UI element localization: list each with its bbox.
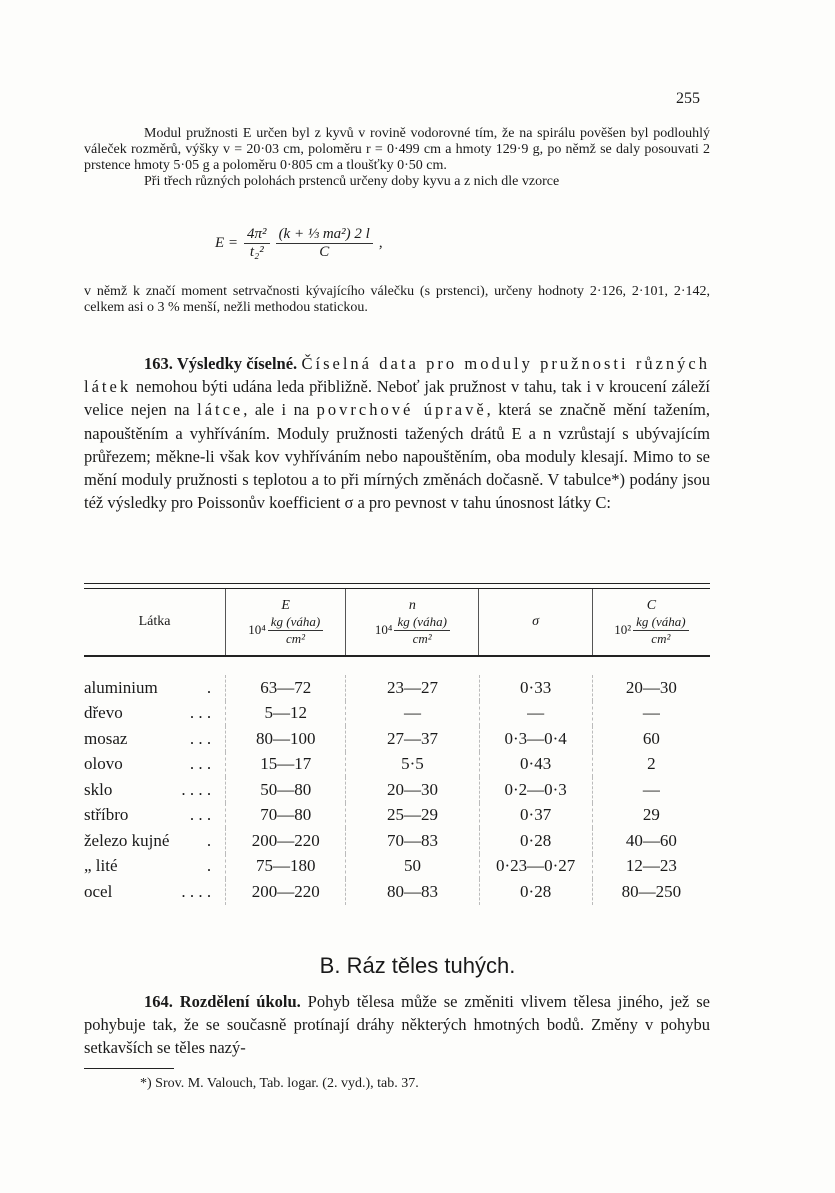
unit-denominator: cm²	[412, 630, 432, 646]
cell-C: 60	[592, 726, 710, 752]
fraction	[276, 226, 373, 261]
cell-n: —	[345, 701, 478, 727]
cell-E: 50—80	[225, 777, 345, 803]
section-title: 163. Výsledky číselné.	[144, 354, 298, 373]
unit-power: 10⁴	[248, 622, 266, 637]
section-164	[84, 990, 710, 1059]
cell-n: 80—83	[345, 879, 478, 905]
spaced-text: povrchové úpravě	[316, 400, 487, 420]
unit-power: 10²	[614, 622, 632, 637]
cell-E: 75—180	[225, 854, 345, 880]
cell-E: 63—72	[225, 675, 345, 701]
elasticity-table	[84, 583, 710, 905]
formula-comma: ,	[378, 235, 383, 251]
unit-denominator: cm²	[285, 630, 305, 646]
paragraph-modulus-measurement	[84, 126, 710, 190]
leader-dots: . . .	[189, 754, 212, 774]
cell-sigma: 0·28	[479, 828, 592, 854]
cell-E: 200—220	[225, 828, 345, 854]
section-title: 164. Rozdělení úkolu.	[144, 992, 301, 1011]
unit-power: 10⁴	[374, 622, 393, 637]
cell-sigma: 0·37	[479, 803, 592, 829]
header-C	[592, 589, 710, 655]
cell-n: 23—27	[345, 675, 478, 701]
header-symbol: E	[281, 597, 290, 613]
table-row	[84, 828, 710, 854]
material-name: „ lité	[84, 856, 118, 876]
leader-dots: .	[206, 677, 212, 697]
cell-material	[84, 729, 225, 749]
cell-C: 2	[592, 752, 710, 778]
material-name: aluminium	[84, 677, 158, 697]
cell-E: 70—80	[225, 803, 345, 829]
cell-E: 80—100	[225, 726, 345, 752]
cell-E: 15—17	[225, 752, 345, 778]
unit-denominator: cm²	[651, 630, 671, 646]
leader-dots: . . .	[189, 703, 212, 723]
material-name: sklo	[84, 779, 113, 799]
unit-numerator: kg (váha)	[394, 614, 449, 631]
cell-sigma: —	[479, 701, 592, 727]
header-symbol: σ	[532, 614, 540, 629]
cell-sigma: 0·28	[479, 879, 592, 905]
section-heading-b: B. Ráz těles tuhých.	[319, 953, 516, 978]
cell-C: —	[592, 777, 710, 803]
table-row	[84, 879, 710, 905]
denominator: C	[319, 244, 330, 260]
cell-material	[84, 882, 225, 902]
material-name: ocel	[84, 881, 113, 901]
cell-n: 20—30	[345, 777, 478, 803]
cell-sigma: 0·23—0·27	[479, 854, 592, 880]
denominator: t₂²	[249, 244, 264, 260]
table-row	[84, 701, 710, 727]
header-symbol: n	[408, 597, 416, 613]
section-163	[84, 352, 710, 514]
spaced-text: látce	[197, 400, 244, 420]
cell-n: 5·5	[345, 752, 478, 778]
cell-sigma: 0·33	[479, 675, 592, 701]
page-number: 255	[676, 90, 700, 107]
cell-n: 27—37	[345, 726, 478, 752]
cell-material	[84, 703, 225, 723]
material-name: mosaz	[84, 728, 128, 748]
formula-lhs: E =	[215, 235, 239, 251]
fraction	[244, 226, 270, 261]
table-row	[84, 777, 710, 803]
leader-dots: . . .	[189, 728, 212, 748]
leader-dots: .	[206, 830, 212, 850]
table-row	[84, 675, 710, 701]
cell-material	[84, 856, 225, 876]
footnote-rule	[84, 1068, 174, 1069]
text: Pohyb tělesa může se změniti vlivem tělesa jiného, jež se pohybuje tak, že se současně protínají dráhy některých hmotných bodů. Změny v pohybu setkavších se těles nazý-	[84, 992, 710, 1057]
cell-material	[84, 678, 225, 698]
paragraph-text: Při třech různých polohách prstenců určeny doby kyvu a z nich dle vzorce	[144, 174, 560, 189]
cell-n: 50	[345, 854, 478, 880]
header-sigma	[478, 589, 591, 655]
cell-C: 40—60	[592, 828, 710, 854]
leader-dots: . . .	[189, 805, 212, 825]
cell-C: 20—30	[592, 675, 710, 701]
footnote: *) Srov. M. Valouch, Tab. logar. (2. vyd.), tab. 37.	[140, 1076, 419, 1091]
header-n	[345, 589, 478, 655]
numerator: 4π²	[244, 226, 270, 244]
table-header	[84, 589, 710, 657]
table-body	[84, 657, 710, 905]
unit-numerator: kg (váha)	[268, 614, 323, 631]
header-E	[225, 589, 345, 655]
material-name: dřevo	[84, 703, 123, 723]
cell-material	[84, 831, 225, 851]
cell-sigma: 0·3—0·4	[479, 726, 592, 752]
leader-dots: . . . .	[181, 779, 212, 799]
text: , která se značně mění tažením, napouštěním a vyhříváním. Moduly pružnosti tažených drátů E a n vzrůstají s ubývajícím průřezem; měkne-li však kov vyhříváním nebo napouštěním, oba moduly klesají. Mimo to se mění moduly pružnosti s teplotou a to při mírných změnách dočasně. V tabulce*) podány jsou též výsledky pro Poissonův koefficient σ a pro pevnost v tahu únosnost látky C:	[84, 400, 711, 513]
header-symbol: C	[646, 597, 657, 613]
table-row	[84, 803, 710, 829]
cell-sigma: 0·43	[479, 752, 592, 778]
cell-C: 29	[592, 803, 710, 829]
paragraph-text: v němž k značí moment setrvačnosti kývajícího válečku (s prstenci), určeny hodnoty 2·126, 2·101, 2·142, celkem asi o 3 % menší, nežli methodou statickou.	[84, 284, 710, 315]
numerator: (k + ⅓ ma²) 2 l	[276, 226, 373, 244]
table-row	[84, 752, 710, 778]
material-name: stříbro	[84, 805, 129, 825]
cell-C: 12—23	[592, 854, 710, 880]
table-row	[84, 854, 710, 880]
cell-C: 80—250	[592, 879, 710, 905]
material-name: železo kujné	[84, 830, 170, 850]
leader-dots: .	[206, 856, 212, 876]
cell-E: 200—220	[225, 879, 345, 905]
cell-material	[84, 754, 225, 774]
text: , ale i na	[243, 400, 317, 420]
table-row	[84, 726, 710, 752]
cell-E: 5—12	[225, 701, 345, 727]
cell-n: 25—29	[345, 803, 478, 829]
leader-dots: . . . .	[181, 881, 212, 901]
material-name: olovo	[84, 754, 123, 774]
cell-C: —	[592, 701, 710, 727]
paragraph-text: Modul pružnosti E určen byl z kyvů v rovině vodorovné tím, že na spirálu pověšen byl podlouhlý váleček rozměrů, výšky v = 20·03 cm, poloměru r = 0·499 cm a hmoty 129·9 g, po němž se daly posouvati 2 prstence hmoty 5·05 g a poloměru 0·805 cm a tloušťky 0·50 cm.	[84, 126, 710, 173]
text: nemohou býti udána leda přibližně. Neboť jak pružnost v tahu, tak i v kroucení záleží velice nejen na	[84, 377, 710, 420]
cell-material	[84, 805, 225, 825]
formula	[215, 226, 383, 261]
cell-material	[84, 780, 225, 800]
cell-sigma: 0·2—0·3	[479, 777, 592, 803]
header-latka: Látka	[138, 614, 171, 629]
cell-n: 70—83	[345, 828, 478, 854]
unit-numerator: kg (váha)	[633, 614, 688, 631]
spaced-text: Číselná data pro moduly pružnosti různých látek	[84, 354, 711, 397]
